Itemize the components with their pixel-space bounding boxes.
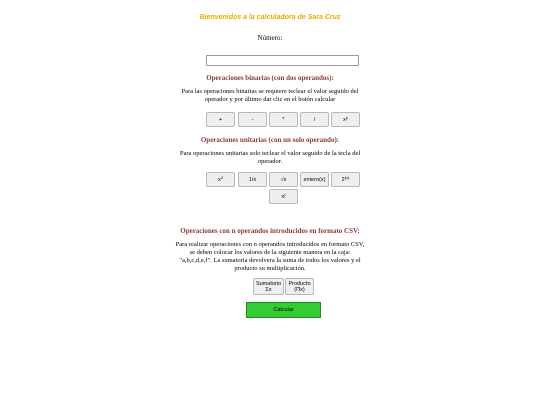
subtract-button[interactable] xyxy=(238,112,267,127)
producto-symbol: (Πx) xyxy=(294,286,305,293)
unary-heading: Operaciones unitarias (con un solo operando): xyxy=(200,136,340,144)
sumatorio-symbol: Σx xyxy=(265,286,272,293)
factorial-label: x! xyxy=(281,193,286,200)
unary-description: Para operaciones unitarias solo teclear el valor seguido de la tecla del operador. xyxy=(179,150,361,165)
sumatorio-label: Sumatorio xyxy=(255,280,282,287)
csv-heading: Operaciones con n operandos introducidos en formato CSV: xyxy=(180,227,360,235)
sqrt-button[interactable] xyxy=(269,172,298,187)
number-label: Número: xyxy=(257,34,283,42)
power-button[interactable]: x $^y$ xyxy=(331,112,360,127)
inverse-button[interactable] xyxy=(238,172,267,187)
exp2-base: 2 xyxy=(341,176,345,183)
divide-label: / xyxy=(313,116,316,123)
page-title: Bienvenidos a la calculadora de Sara Cruz xyxy=(199,14,341,21)
factorial-button[interactable] xyxy=(269,189,298,204)
multiply-label: * xyxy=(282,116,285,123)
number-input[interactable] xyxy=(206,55,359,66)
exp2-button[interactable]: 2 $^{(x)}$ xyxy=(331,172,360,187)
binary-heading: Operaciones binarias (con dos operandos): xyxy=(206,74,334,82)
calculate-button[interactable] xyxy=(246,302,321,318)
entero-button[interactable] xyxy=(300,172,329,187)
power-base: x xyxy=(343,116,346,123)
add-label: + xyxy=(218,116,223,123)
producto-label: Producto xyxy=(288,280,311,287)
add-button[interactable] xyxy=(206,112,235,127)
square-base: x xyxy=(218,176,221,183)
csv-description: Para realizar operaciones con n operandos introducidos en formato CSV, se deben colocar los valores de la siguiente manera en la caja: "a,b,c,d,e,f". La sumatoria devolvera la suma de todos los valores y el producto su multiplicación. xyxy=(175,241,365,272)
calculate-label: Calcular xyxy=(273,307,294,313)
entero-label: entero(x) xyxy=(303,176,326,183)
sqrt-label: √x xyxy=(280,176,287,183)
inverse-label: 1/x xyxy=(248,176,257,183)
square-button[interactable]: x $^2$ xyxy=(206,172,235,187)
sumatorio-button[interactable] xyxy=(253,278,284,295)
subtract-label: - xyxy=(251,116,254,123)
producto-button[interactable] xyxy=(285,278,314,295)
divide-button[interactable] xyxy=(300,112,329,127)
multiply-button[interactable] xyxy=(269,112,298,127)
binary-description: Para las operaciones binarias se requiere teclear el valor seguido del operador y por último dar clic en el botón calcular xyxy=(181,88,359,103)
